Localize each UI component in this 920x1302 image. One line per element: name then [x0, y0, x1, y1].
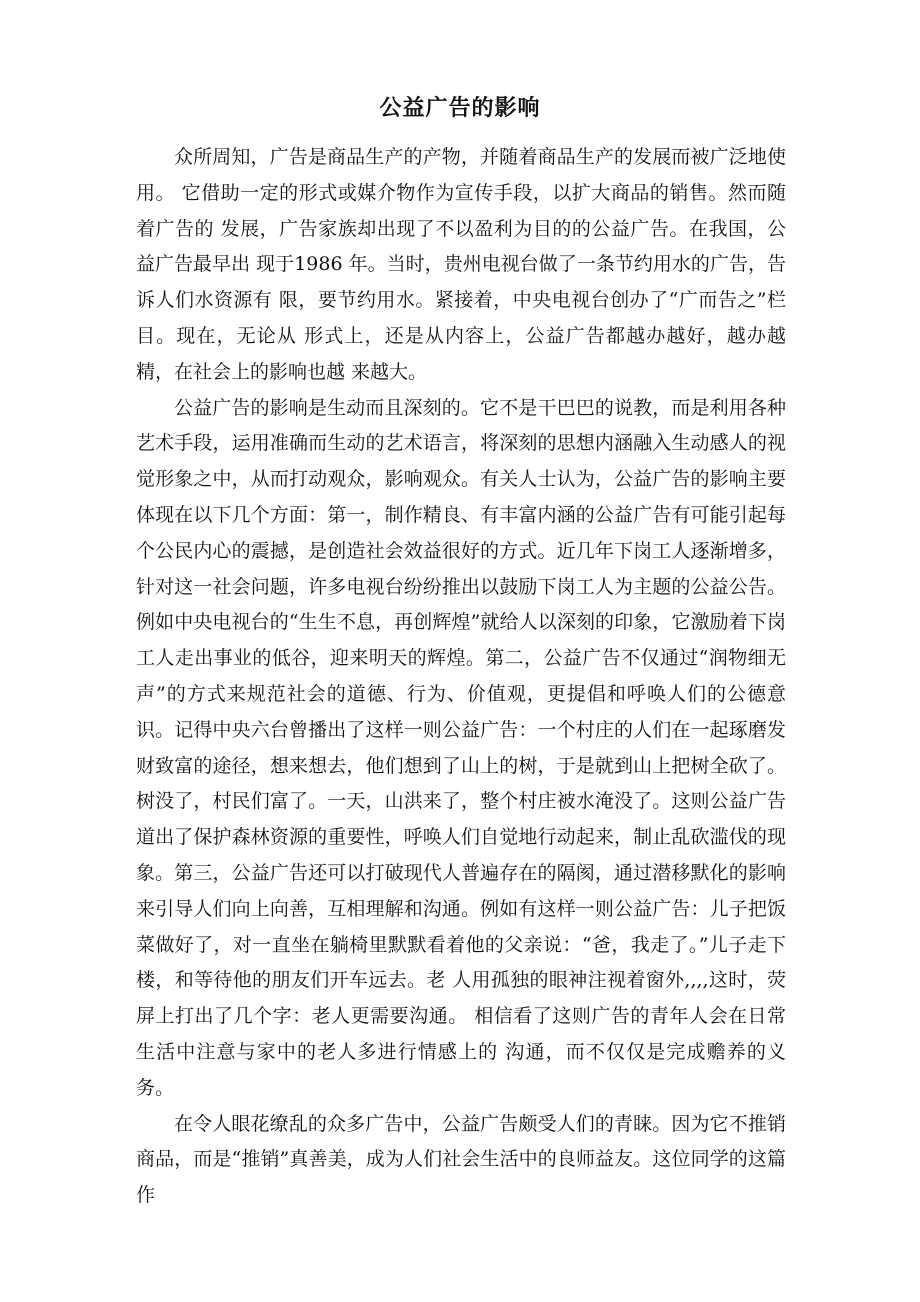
paragraph-1: 众所周知，广告是商品生产的产物，并随着商品生产的发展而被广泛地使用。 它借助一定的形式或媒介物作为宣传手段，以扩大商品的销售。然而随着广告的 发展，广告家族却出现了不以盈利为目的的公益广告。在我国，公益广告最早出 现于1986 年。当时，贵州电视台做了一条节约用水的广告，告诉人们水资源有 限，要节约用水。紧接着，中央电视台创办了“广而告之”栏目。现在，无论从 形式上，还是从内容上，公益广告都越办越好，越办越精，在社会上的影响也越 来越大。 — [136, 146, 786, 383]
paragraph-2: 公益广告的影响是生动而且深刻的。它不是干巴巴的说教，而是利用各种艺术手段，运用准确而生动的艺术语言，将深刻的思想内涵融入生动感人的视觉形象之中，从而打动观众，影响观众。有关人士认为，公益广告的影响主要体现在以下几个方面：第一，制作精良、有丰富内涵的公益广告有可能引起每个公民内心的震撼，是创造社会效益很好的方式。近几年下岗工人逐渐增多，针对这一社会问题，许多电视台纷纷推出以鼓励下岗工人为主题的公益公告。例如中央电视台的“生生不息，再创辉煌”就给人以深刻的印象，它激励着下岗工人走出事业的低谷，迎来明天的辉煌。第二，公益广告不仅通过“润物细无声”的方式来规范社会的道德、行为、价值观，更提倡和呼唤人们的公德意识。记得中央六台曾播出了这样一则公益广告：一个村庄的人们在一起琢磨发财致富的途径，想来想去，他们想到了山上的树，于是就到山上把树全砍了。树没了，村民们富了。一天，山洪来了，整个村庄被水淹没了。这则公益广告道出了保护森林资源的重要性，呼唤人们自觉地行动起来，制止乱砍滥伐的现象。第三，公益广告还可以打破现代人普遍存在的隔阂，通过潜移默化的影响来引导人们向上向善，互相理解和沟通。例如有这样一则公益广告：儿子把饭菜做好了，对一直坐在躺椅里默默看着他的父亲说：“爸，我走了。”儿子走下楼，和等待他的朋友们开车远去。老 人用孤独的眼神注视着窗外,,,,这时，荧屏上打出了几个字：老人更需要沟通。 相信看了这则广告的青年人会在日常生活中注意与家中的老人多进行情感上的 沟通，而不仅仅是完成赡养的义务。 — [136, 396, 786, 1099]
paragraph-3: 在令人眼花缭乱的众多广告中，公益广告颇受人们的青睐。因为它不推销商品，而是“推销”真善美，成为人们社会生活中的良师益友。这位同学的这篇作 — [136, 1112, 786, 1207]
document-title: 公益广告的影响 — [379, 96, 541, 121]
document-body — [136, 140, 786, 1214]
